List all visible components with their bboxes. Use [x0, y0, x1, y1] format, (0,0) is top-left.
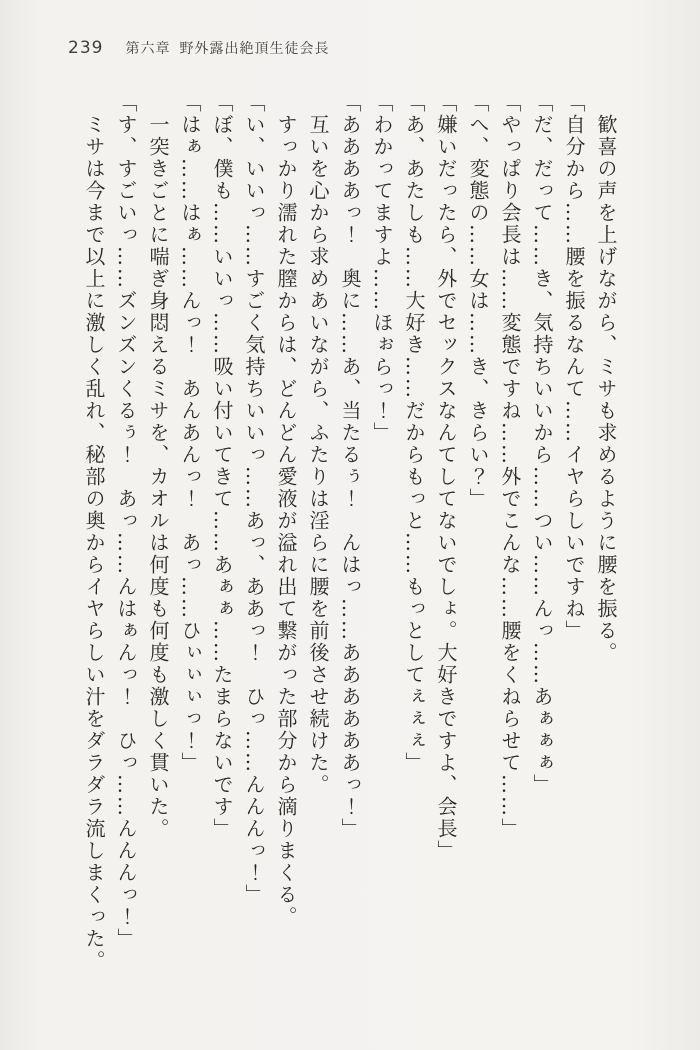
- paragraph-1: 歓喜の声を上げながら、ミサも求めるように腰を振る。: [594, 92, 618, 664]
- paragraph-11: すっかり濡れた膣からは、どんどん愛液が溢れ出て繋がった部分から滴りまくる。: [274, 92, 298, 928]
- paragraph-6: 「嫌いだったら、外でセックスなんてしてないでしょ。大好きですよ、会長」: [434, 92, 458, 862]
- paragraph-5: 「へ、変態の……女は……き、きらい？」: [466, 92, 490, 510]
- paragraph-15: 一突きごとに喘ぎ身悶えるミサを、カオルは何度も何度も激しく貫いた。: [146, 92, 170, 840]
- paragraph-10: 互いを心から求めあいながら、ふたりは淫らに腰を前後させ続けた。: [306, 92, 330, 796]
- paragraph-4: 「やっぱり会長は……変態ですね……外でこんな……腰をくねらせて……」: [498, 92, 522, 840]
- paragraph-9: 「ああああっ！ 奥に……あ、当たるぅ！ んはっ……ああああああっ！」: [338, 92, 362, 840]
- paragraph-14: 「はぁ……はぁ……んっ！ あんあんっ！ あっ……ひぃぃぃっ！」: [178, 92, 202, 774]
- paragraph-17: ミサは今まで以上に激しく乱れ、秘部の奥からイヤらしい汁をダラダラ流しまくった。: [82, 92, 106, 972]
- paragraph-2: 「自分から……腰を振るなんて……イヤらしいですね」: [562, 92, 586, 642]
- paragraph-16: 「す、すごいっ……ズンズンくるぅ！ あっ……んはぁんっ！ ひっ……んんんっ！」: [114, 92, 138, 950]
- chapter-label: 第六章: [125, 41, 171, 57]
- paragraph-8: 「わかってますよ……ほぉらっ！」: [370, 92, 394, 444]
- paragraph-12: 「い、いいっ……すごく気持ちいいっ……あっ、ああっ！ ひっ……んんんっ！」: [242, 92, 266, 906]
- paragraph-3: 「だ、だって……き、気持ちいいから……つい……んっ……あぁぁぁ」: [530, 92, 554, 796]
- chapter-title: 野外露出絶頂生徒会長: [179, 41, 330, 57]
- page-number: 239: [68, 38, 104, 58]
- paragraph-13: 「ぼ、僕も……いいっ……吸い付いてきて……あぁぁ……たまらないです」: [210, 92, 234, 840]
- paragraph-7: 「あ、あたしも……大好き……だからもっと……もっとしてぇぇぇ」: [402, 92, 426, 774]
- text-block: [78, 92, 622, 984]
- running-header: [68, 38, 329, 58]
